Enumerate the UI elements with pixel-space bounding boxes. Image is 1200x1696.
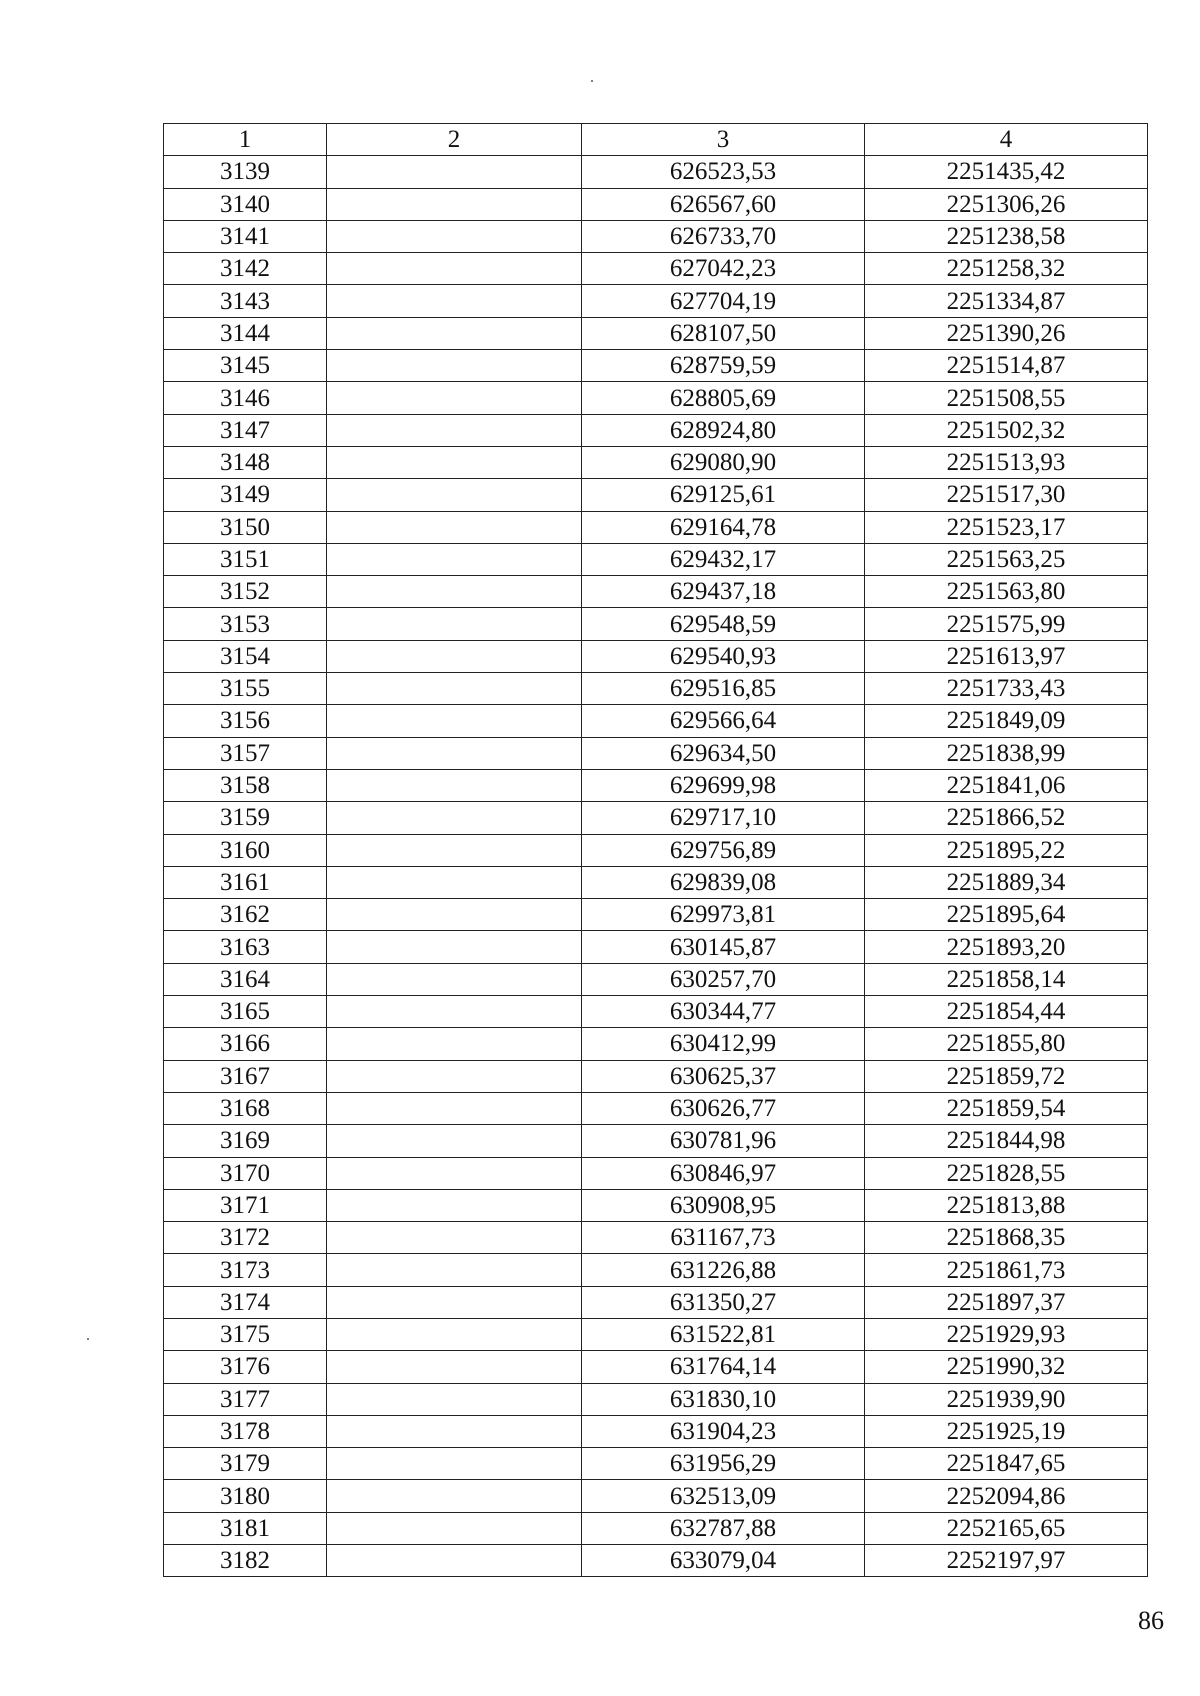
table-cell-col-2 — [327, 802, 582, 834]
table-cell-col-2 — [327, 156, 582, 188]
table-row — [164, 1383, 1148, 1415]
table-row — [164, 285, 1148, 317]
table-cell-col-2 — [327, 899, 582, 931]
table-cell-col-1: 3167 — [164, 1060, 327, 1092]
table-cell-col-3: 632513,09 — [582, 1480, 865, 1512]
table-row — [164, 382, 1148, 414]
table-cell-col-1: 3176 — [164, 1351, 327, 1383]
table-cell-col-4: 2251855,80 — [865, 1028, 1148, 1060]
table-row — [164, 1157, 1148, 1189]
table-row — [164, 1318, 1148, 1350]
table-cell-col-2 — [327, 1480, 582, 1512]
table-cell-col-3: 631522,81 — [582, 1318, 865, 1350]
table-cell-col-4: 2251847,65 — [865, 1448, 1148, 1480]
table-row — [164, 705, 1148, 737]
table-cell-col-1: 3178 — [164, 1415, 327, 1447]
table-cell-col-3: 629540,93 — [582, 640, 865, 672]
table-cell-col-3: 629164,78 — [582, 511, 865, 543]
table-cell-col-2 — [327, 737, 582, 769]
table-body — [164, 156, 1148, 1577]
table-cell-col-2 — [327, 188, 582, 220]
table-cell-col-3: 630626,77 — [582, 1092, 865, 1124]
table-cell-col-2 — [327, 350, 582, 382]
table-cell-col-3: 631226,88 — [582, 1254, 865, 1286]
table-cell-col-1: 3144 — [164, 317, 327, 349]
scan-speck — [87, 1338, 89, 1340]
table-cell-col-3: 633079,04 — [582, 1545, 865, 1577]
table-cell-col-3: 630257,70 — [582, 963, 865, 995]
table-cell-col-2 — [327, 285, 582, 317]
table-cell-col-1: 3156 — [164, 705, 327, 737]
table-cell-col-3: 629437,18 — [582, 576, 865, 608]
table-cell-col-3: 630781,96 — [582, 1125, 865, 1157]
table-cell-col-4: 2252197,97 — [865, 1545, 1148, 1577]
table-cell-col-1: 3146 — [164, 382, 327, 414]
table-row — [164, 1028, 1148, 1060]
table-cell-col-1: 3177 — [164, 1383, 327, 1415]
table-cell-col-2 — [327, 1157, 582, 1189]
table-row — [164, 220, 1148, 252]
table-cell-col-4: 2251925,19 — [865, 1415, 1148, 1447]
table-cell-col-3: 628759,59 — [582, 350, 865, 382]
table-cell-col-1: 3143 — [164, 285, 327, 317]
table-cell-col-4: 2251861,73 — [865, 1254, 1148, 1286]
table-row — [164, 1222, 1148, 1254]
table-cell-col-1: 3145 — [164, 350, 327, 382]
table-cell-col-4: 2251929,93 — [865, 1318, 1148, 1350]
table-cell-col-2 — [327, 1318, 582, 1350]
table-cell-col-2 — [327, 1286, 582, 1318]
table-cell-col-4: 2251523,17 — [865, 511, 1148, 543]
table-cell-col-2 — [327, 1222, 582, 1254]
table-cell-col-1: 3155 — [164, 673, 327, 705]
table-row — [164, 1480, 1148, 1512]
table-cell-col-4: 2251563,25 — [865, 543, 1148, 575]
table-cell-col-1: 3164 — [164, 963, 327, 995]
table-cell-col-4: 2251390,26 — [865, 317, 1148, 349]
table-cell-col-4: 2251895,64 — [865, 899, 1148, 931]
table-cell-col-3: 627042,23 — [582, 253, 865, 285]
table-cell-col-3: 630908,95 — [582, 1189, 865, 1221]
table-row — [164, 350, 1148, 382]
table-cell-col-3: 627704,19 — [582, 285, 865, 317]
table-cell-col-4: 2251897,37 — [865, 1286, 1148, 1318]
table-cell-col-1: 3153 — [164, 608, 327, 640]
table-cell-col-2 — [327, 996, 582, 1028]
table-cell-col-1: 3168 — [164, 1092, 327, 1124]
table-row — [164, 931, 1148, 963]
table-row — [164, 996, 1148, 1028]
table-cell-col-3: 631956,29 — [582, 1448, 865, 1480]
table-cell-col-2 — [327, 1545, 582, 1577]
table-cell-col-4: 2251868,35 — [865, 1222, 1148, 1254]
table-cell-col-1: 3148 — [164, 446, 327, 478]
table-cell-col-4: 2251306,26 — [865, 188, 1148, 220]
table-cell-col-1: 3174 — [164, 1286, 327, 1318]
header-row — [164, 124, 1148, 156]
table-cell-col-1: 3150 — [164, 511, 327, 543]
table-row — [164, 1448, 1148, 1480]
column-header-4: 4 — [865, 124, 1148, 156]
table-cell-col-3: 628107,50 — [582, 317, 865, 349]
table-cell-col-4: 2251893,20 — [865, 931, 1148, 963]
table-cell-col-2 — [327, 1028, 582, 1060]
table-cell-col-2 — [327, 1448, 582, 1480]
table-cell-col-3: 629432,17 — [582, 543, 865, 575]
table-row — [164, 1092, 1148, 1124]
table-cell-col-1: 3173 — [164, 1254, 327, 1286]
table-cell-col-4: 2251895,22 — [865, 834, 1148, 866]
table-cell-col-4: 2251859,72 — [865, 1060, 1148, 1092]
table-cell-col-2 — [327, 640, 582, 672]
table-cell-col-3: 630344,77 — [582, 996, 865, 1028]
table-row — [164, 156, 1148, 188]
table-cell-col-1: 3140 — [164, 188, 327, 220]
table-cell-col-4: 2251258,32 — [865, 253, 1148, 285]
table-cell-col-3: 630625,37 — [582, 1060, 865, 1092]
table-row — [164, 543, 1148, 575]
table-cell-col-3: 629839,08 — [582, 866, 865, 898]
table-cell-col-2 — [327, 479, 582, 511]
table-cell-col-1: 3157 — [164, 737, 327, 769]
table-row — [164, 769, 1148, 801]
table-row — [164, 1189, 1148, 1221]
table-cell-col-3: 631350,27 — [582, 1286, 865, 1318]
table-cell-col-2 — [327, 220, 582, 252]
table-cell-col-2 — [327, 1512, 582, 1544]
table-cell-col-4: 2251866,52 — [865, 802, 1148, 834]
coordinates-table — [163, 123, 1148, 1577]
table-cell-col-3: 629080,90 — [582, 446, 865, 478]
table-row — [164, 963, 1148, 995]
table-cell-col-3: 628924,80 — [582, 414, 865, 446]
table-row — [164, 414, 1148, 446]
column-header-1: 1 — [164, 124, 327, 156]
table-cell-col-2 — [327, 382, 582, 414]
table-cell-col-3: 630412,99 — [582, 1028, 865, 1060]
table-cell-col-4: 2251813,88 — [865, 1189, 1148, 1221]
table-cell-col-4: 2251563,80 — [865, 576, 1148, 608]
table-cell-col-1: 3172 — [164, 1222, 327, 1254]
table-row — [164, 673, 1148, 705]
table-row — [164, 446, 1148, 478]
table-row — [164, 802, 1148, 834]
table-row — [164, 866, 1148, 898]
table-cell-col-1: 3165 — [164, 996, 327, 1028]
table-cell-col-2 — [327, 1351, 582, 1383]
table-cell-col-4: 2251575,99 — [865, 608, 1148, 640]
table-cell-col-4: 2251854,44 — [865, 996, 1148, 1028]
table-cell-col-3: 626523,53 — [582, 156, 865, 188]
table-cell-col-1: 3182 — [164, 1545, 327, 1577]
table-cell-col-3: 630145,87 — [582, 931, 865, 963]
table-cell-col-3: 632787,88 — [582, 1512, 865, 1544]
table-cell-col-1: 3175 — [164, 1318, 327, 1350]
table-cell-col-3: 629516,85 — [582, 673, 865, 705]
table-cell-col-2 — [327, 866, 582, 898]
table-cell-col-1: 3179 — [164, 1448, 327, 1480]
table-cell-col-4: 2251889,34 — [865, 866, 1148, 898]
table-cell-col-1: 3162 — [164, 899, 327, 931]
table-row — [164, 899, 1148, 931]
table-cell-col-1: 3152 — [164, 576, 327, 608]
column-header-3: 3 — [582, 124, 865, 156]
table-cell-col-1: 3180 — [164, 1480, 327, 1512]
table-cell-col-2 — [327, 414, 582, 446]
table-cell-col-2 — [327, 317, 582, 349]
table-row — [164, 1125, 1148, 1157]
table-row — [164, 737, 1148, 769]
table-row — [164, 479, 1148, 511]
table-cell-col-4: 2251502,32 — [865, 414, 1148, 446]
table-cell-col-3: 629548,59 — [582, 608, 865, 640]
table-cell-col-2 — [327, 1092, 582, 1124]
table-cell-col-3: 629125,61 — [582, 479, 865, 511]
table-cell-col-2 — [327, 834, 582, 866]
table-cell-col-4: 2251733,43 — [865, 673, 1148, 705]
table-cell-col-3: 629634,50 — [582, 737, 865, 769]
table-cell-col-3: 626733,70 — [582, 220, 865, 252]
table-cell-col-4: 2251939,90 — [865, 1383, 1148, 1415]
table-cell-col-1: 3151 — [164, 543, 327, 575]
table-row — [164, 1286, 1148, 1318]
table-cell-col-2 — [327, 769, 582, 801]
table-cell-col-4: 2251841,06 — [865, 769, 1148, 801]
table-cell-col-2 — [327, 576, 582, 608]
table-row — [164, 576, 1148, 608]
table-cell-col-2 — [327, 705, 582, 737]
table-cell-col-4: 2251859,54 — [865, 1092, 1148, 1124]
table-cell-col-2 — [327, 1415, 582, 1447]
table-cell-col-4: 2251990,32 — [865, 1351, 1148, 1383]
table-cell-col-1: 3142 — [164, 253, 327, 285]
table-cell-col-4: 2251844,98 — [865, 1125, 1148, 1157]
table-row — [164, 511, 1148, 543]
table-row — [164, 1545, 1148, 1577]
table-cell-col-3: 631904,23 — [582, 1415, 865, 1447]
table-row — [164, 640, 1148, 672]
table-cell-col-3: 630846,97 — [582, 1157, 865, 1189]
table-cell-col-4: 2251517,30 — [865, 479, 1148, 511]
table-cell-col-3: 629973,81 — [582, 899, 865, 931]
table-cell-col-1: 3141 — [164, 220, 327, 252]
table-cell-col-1: 3169 — [164, 1125, 327, 1157]
table-cell-col-1: 3147 — [164, 414, 327, 446]
table-cell-col-1: 3171 — [164, 1189, 327, 1221]
table-cell-col-4: 2251435,42 — [865, 156, 1148, 188]
table-cell-col-1: 3166 — [164, 1028, 327, 1060]
table-cell-col-3: 629699,98 — [582, 769, 865, 801]
table-cell-col-3: 629717,10 — [582, 802, 865, 834]
table-cell-col-4: 2251508,55 — [865, 382, 1148, 414]
table-cell-col-2 — [327, 1254, 582, 1286]
table-cell-col-3: 629566,64 — [582, 705, 865, 737]
table-cell-col-4: 2251838,99 — [865, 737, 1148, 769]
table-cell-col-2 — [327, 673, 582, 705]
table-cell-col-4: 2251334,87 — [865, 285, 1148, 317]
table-cell-col-1: 3161 — [164, 866, 327, 898]
table-cell-col-4: 2252165,65 — [865, 1512, 1148, 1544]
table-row — [164, 834, 1148, 866]
table-row — [164, 317, 1148, 349]
table-cell-col-3: 626567,60 — [582, 188, 865, 220]
table-row — [164, 253, 1148, 285]
table-cell-col-4: 2251858,14 — [865, 963, 1148, 995]
table-cell-col-4: 2251613,97 — [865, 640, 1148, 672]
table-cell-col-4: 2251849,09 — [865, 705, 1148, 737]
table-cell-col-1: 3163 — [164, 931, 327, 963]
table-cell-col-3: 631764,14 — [582, 1351, 865, 1383]
table-cell-col-1: 3170 — [164, 1157, 327, 1189]
table-cell-col-2 — [327, 931, 582, 963]
table-cell-col-2 — [327, 1125, 582, 1157]
table-cell-col-2 — [327, 1060, 582, 1092]
table-cell-col-4: 2251828,55 — [865, 1157, 1148, 1189]
column-header-2: 2 — [327, 124, 582, 156]
table-cell-col-1: 3139 — [164, 156, 327, 188]
table-cell-col-2 — [327, 253, 582, 285]
table-cell-col-2 — [327, 543, 582, 575]
table-cell-col-3: 631167,73 — [582, 1222, 865, 1254]
table-cell-col-2 — [327, 511, 582, 543]
table-row — [164, 1512, 1148, 1544]
table-cell-col-1: 3160 — [164, 834, 327, 866]
table-cell-col-3: 631830,10 — [582, 1383, 865, 1415]
table-cell-col-1: 3154 — [164, 640, 327, 672]
table-cell-col-4: 2252094,86 — [865, 1480, 1148, 1512]
table-row — [164, 1415, 1148, 1447]
table-row — [164, 1060, 1148, 1092]
table-cell-col-2 — [327, 1383, 582, 1415]
table-cell-col-1: 3159 — [164, 802, 327, 834]
table-cell-col-3: 628805,69 — [582, 382, 865, 414]
table-cell-col-1: 3158 — [164, 769, 327, 801]
table-row — [164, 1254, 1148, 1286]
table-row — [164, 188, 1148, 220]
table-cell-col-2 — [327, 1189, 582, 1221]
table-cell-col-2 — [327, 446, 582, 478]
table-row — [164, 1351, 1148, 1383]
table-cell-col-2 — [327, 608, 582, 640]
scan-speck — [591, 80, 593, 82]
table-cell-col-2 — [327, 963, 582, 995]
table-cell-col-1: 3181 — [164, 1512, 327, 1544]
table-cell-col-4: 2251238,58 — [865, 220, 1148, 252]
table-cell-col-3: 629756,89 — [582, 834, 865, 866]
table-row — [164, 608, 1148, 640]
table-cell-col-1: 3149 — [164, 479, 327, 511]
page-number: 86 — [1138, 1606, 1164, 1635]
table-cell-col-4: 2251514,87 — [865, 350, 1148, 382]
table-cell-col-4: 2251513,93 — [865, 446, 1148, 478]
